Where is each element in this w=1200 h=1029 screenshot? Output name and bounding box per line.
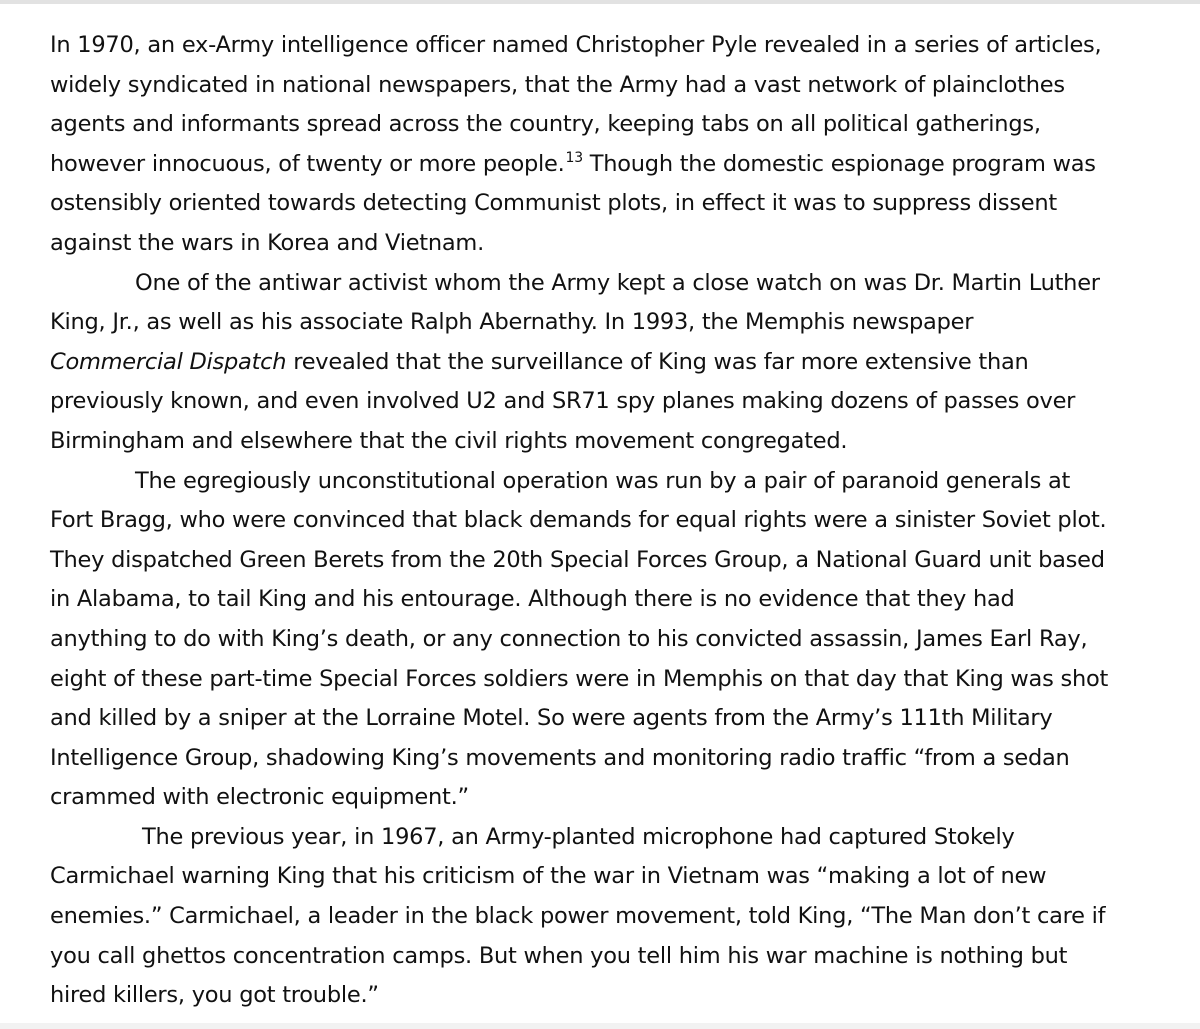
window-top-border (0, 0, 1200, 4)
text-line: agents and informants spread across the country, keeping tabs on all political gatherings, (50, 111, 1041, 138)
text-line: King, Jr., as well as his associate Ralph Abernathy. In 1993, the Memphis newspaper (50, 309, 974, 336)
text-line: anything to do with King’s death, or any connection to his convicted assassin, James Earl Ray, (50, 625, 1088, 652)
text-segment: Though the domestic espionage program was (582, 150, 1096, 177)
text-line (50, 145, 1170, 185)
text-line: against the wars in Korea and Vietnam. (50, 229, 484, 256)
text-line: enemies.” Carmichael, a leader in the black power movement, told King, “The Man don’t care if (50, 903, 1106, 930)
window-bottom-edge (0, 1023, 1200, 1029)
text-segment: revealed that the surveillance of King was far more extensive than (286, 348, 1029, 375)
text-line: hired killers, you got trouble.” (50, 982, 379, 1009)
paragraph-3 (50, 462, 1170, 818)
text-line: Birmingham and elsewhere that the civil rights movement congregated. (50, 427, 848, 454)
footnote-reference[interactable]: 13 (565, 149, 583, 166)
text-line: They dispatched Green Berets from the 20th Special Forces Group, a National Guard unit based (50, 546, 1105, 573)
document-body (50, 26, 1170, 1016)
text-line: The previous year, in 1967, an Army-planted microphone had captured Stokely (142, 823, 1015, 850)
text-line: previously known, and even involved U2 and SR71 spy planes making dozens of passes over (50, 388, 1076, 415)
text-line: ostensibly oriented towards detecting Communist plots, in effect it was to suppress dissent (50, 190, 1057, 217)
text-line: The egregiously unconstitutional operation was run by a pair of paranoid generals at (135, 467, 1071, 494)
text-line: you call ghettos concentration camps. But when you tell him his war machine is nothing but (50, 942, 1068, 969)
text-line: In 1970, an ex-Army intelligence officer named Christopher Pyle revealed in a series of articles, (50, 32, 1102, 58)
paragraph-1 (50, 26, 1170, 264)
text-line: One of the antiwar activist whom the Army kept a close watch on was Dr. Martin Luther (135, 269, 1100, 296)
text-line (50, 343, 1170, 383)
paragraph-4 (50, 818, 1170, 1016)
text-segment: however innocuous, of twenty or more people. (50, 150, 565, 177)
text-line: Intelligence Group, shadowing King’s movements and monitoring radio traffic “from a sedan (50, 744, 1070, 771)
newspaper-title: Commercial Dispatch (50, 348, 287, 375)
text-line: eight of these part-time Special Forces soldiers were in Memphis on that day that King was shot (50, 665, 1109, 692)
text-line: Carmichael warning King that his criticism of the war in Vietnam was “making a lot of new (50, 863, 1047, 890)
text-line: Fort Bragg, who were convinced that black demands for equal rights were a sinister Soviet plot. (50, 507, 1107, 534)
text-line: widely syndicated in national newspapers, that the Army had a vast network of plainclothes (50, 71, 1065, 98)
text-line: in Alabama, to tail King and his entourage. Although there is no evidence that they had (50, 586, 1015, 613)
text-line: and killed by a sniper at the Lorraine Motel. So were agents from the Army’s 111th Military (50, 705, 1053, 732)
paragraph-2 (50, 264, 1170, 462)
text-line: crammed with electronic equipment.” (50, 784, 469, 811)
